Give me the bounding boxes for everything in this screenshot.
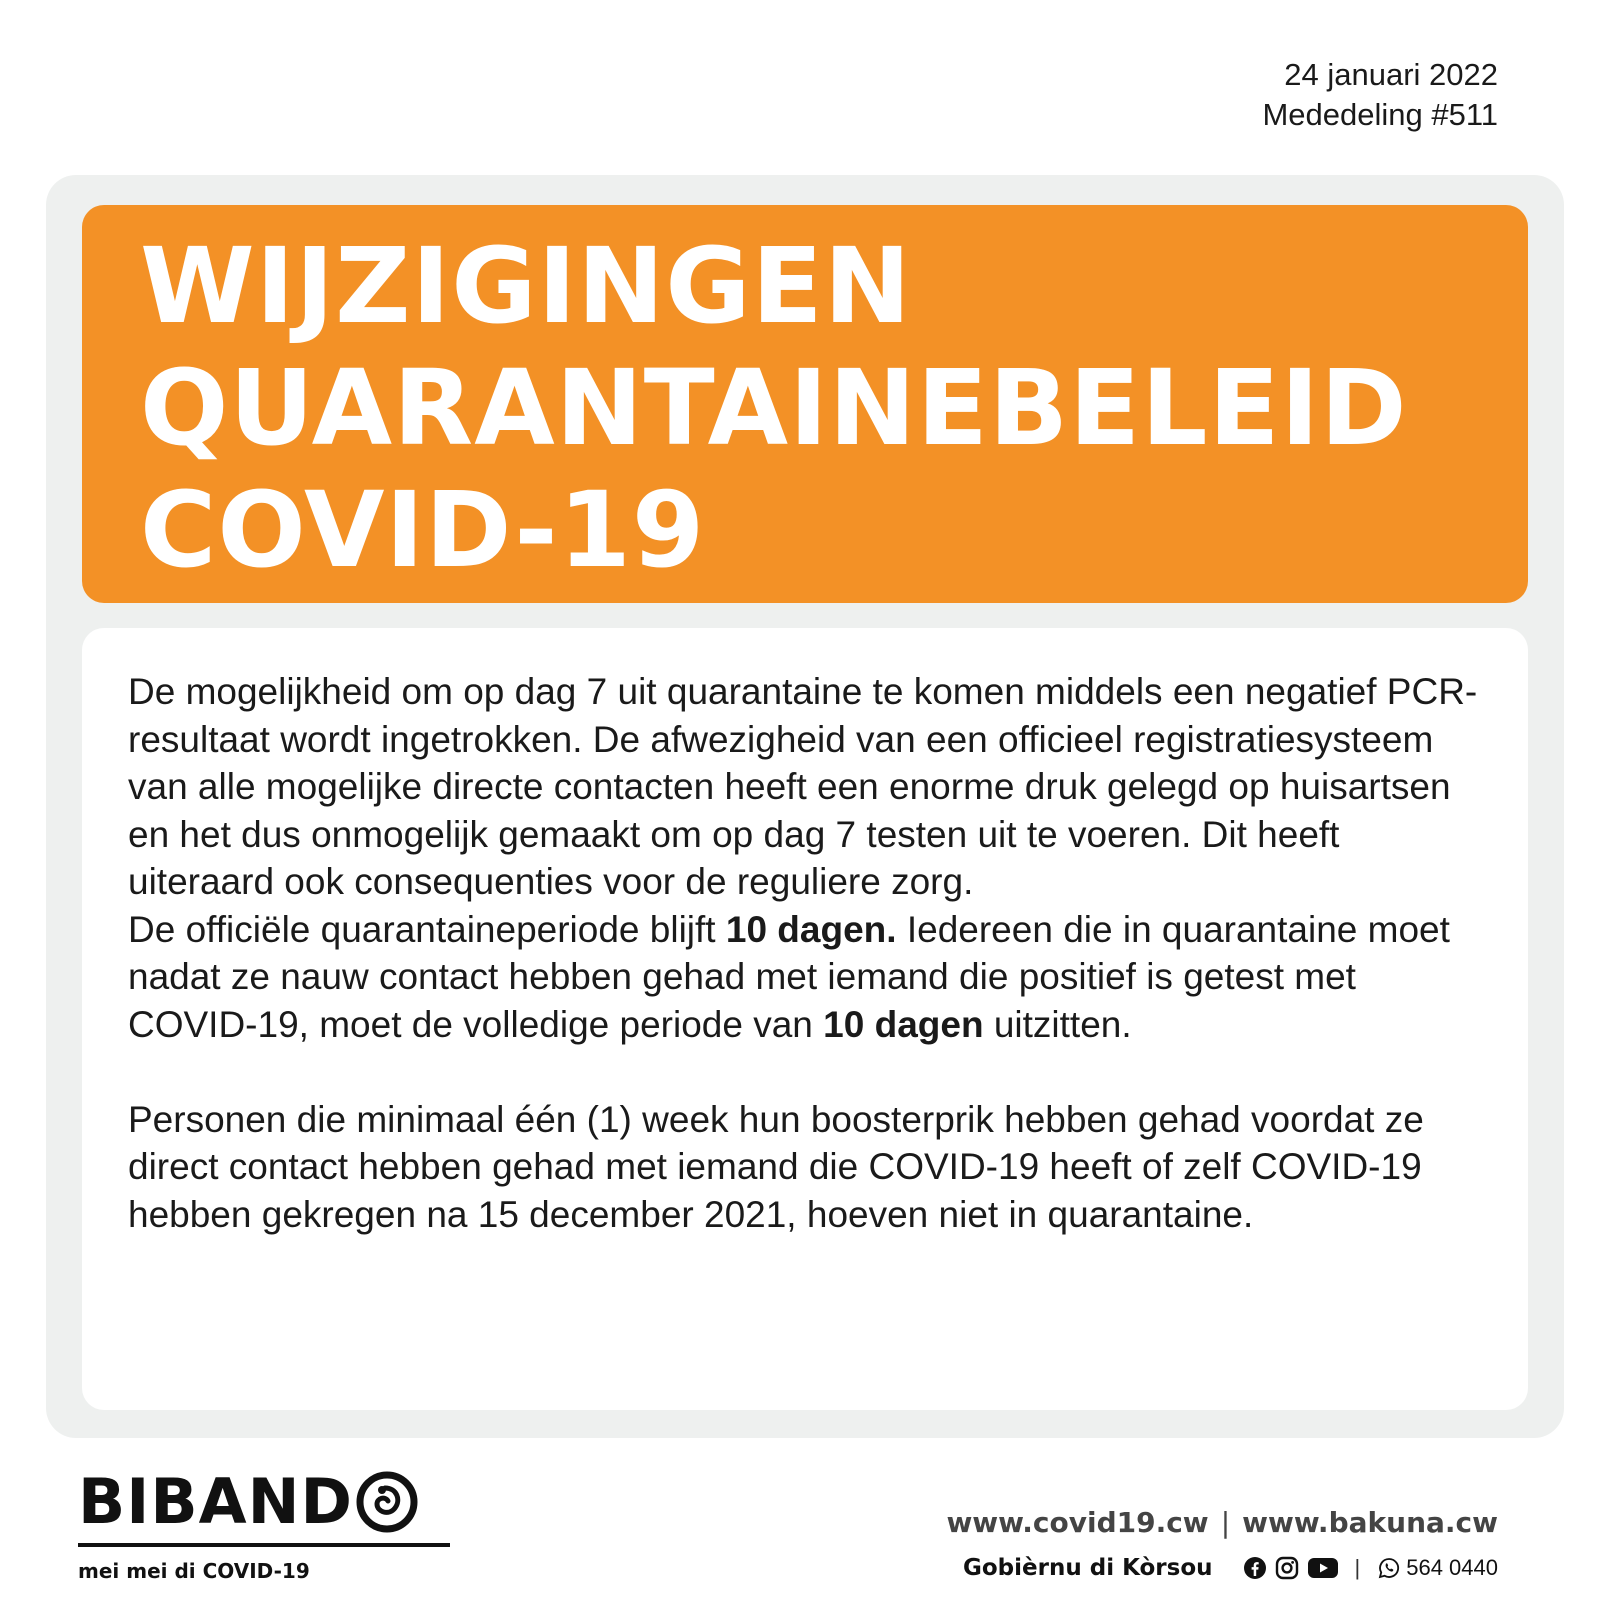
government-name: Gobièrnu di Kòrsou <box>963 1555 1213 1581</box>
paragraph-booster: Personen die minimaal één (1) week hun boosterprik hebben gehad voordat ze direct contact hebben gehad met iemand die COVID-19 heeft of zelf COVID-19 hebben gekregen na 15 december 2021, hoeven niet in quarantaine. <box>128 1098 1424 1235</box>
p2-text-e: uitzitten. <box>983 1003 1132 1045</box>
notice-number: Mededeling #511 <box>1262 97 1498 132</box>
contact-divider: | <box>1354 1555 1361 1580</box>
logo-text: BIBAND <box>78 1465 353 1538</box>
page-title <box>140 225 1408 591</box>
p2-text-c: Iedereen die in quarantaine moet nadat ze nauw contact hebben gehad met iemand die positief is getest met COVID-19, moet de volledige periode van <box>128 908 1450 1045</box>
p2-text-a: De officiële quarantaineperiode blijft <box>128 908 726 950</box>
facebook-icon[interactable] <box>1243 1556 1267 1580</box>
footer-contact <box>946 1505 1498 1585</box>
link-separator: | <box>1220 1506 1231 1539</box>
body-text <box>128 668 1488 1238</box>
instagram-icon[interactable] <box>1275 1556 1299 1580</box>
youtube-icon[interactable] <box>1307 1556 1339 1580</box>
whatsapp-icon[interactable] <box>1378 1557 1400 1579</box>
logo-rule <box>78 1543 450 1547</box>
title-line-1: WIJZIGINGEN <box>140 225 912 347</box>
paragraph-gap <box>128 1048 1488 1096</box>
logo-row <box>78 1465 450 1539</box>
p2-bold-days: 10 dagen. <box>725 908 897 950</box>
notice-date: 24 januari 2022 <box>1284 57 1498 92</box>
bibando-logo <box>78 1465 450 1583</box>
body-panel <box>82 628 1528 1410</box>
title-banner <box>82 205 1528 603</box>
contact-row <box>946 1551 1498 1585</box>
title-line-2: QUARANTAINEBELEID <box>140 347 1408 469</box>
footer-links <box>946 1505 1498 1541</box>
paragraph-quarantine-period <box>128 906 1488 1049</box>
phone-number[interactable]: 564 0440 <box>1406 1555 1498 1580</box>
title-line-3: COVID-19 <box>140 469 706 591</box>
paragraph-pcr: De mogelijkheid om op dag 7 uit quarantaine te komen middels een negatief PCR-resultaat wordt ingetrokken. De afwezigheid van een officieel registratiesysteem van alle mogelijke directe contacten heeft een enorme druk gelegd op huisartsen en het dus onmogelijk gemaakt om op dag 7 testen uit te voeren. Dit heeft uiteraard ook consequenties voor de reguliere zorg. <box>128 671 1478 902</box>
link-bakuna[interactable]: www.bakuna.cw <box>1242 1506 1498 1539</box>
p2-bold-days-2: 10 dagen <box>823 1003 984 1045</box>
header-meta <box>1262 55 1498 135</box>
logo-tagline: mei mei di COVID-19 <box>78 1559 310 1583</box>
baby-swirl-icon <box>355 1470 419 1534</box>
link-covid19[interactable]: www.covid19.cw <box>946 1506 1209 1539</box>
